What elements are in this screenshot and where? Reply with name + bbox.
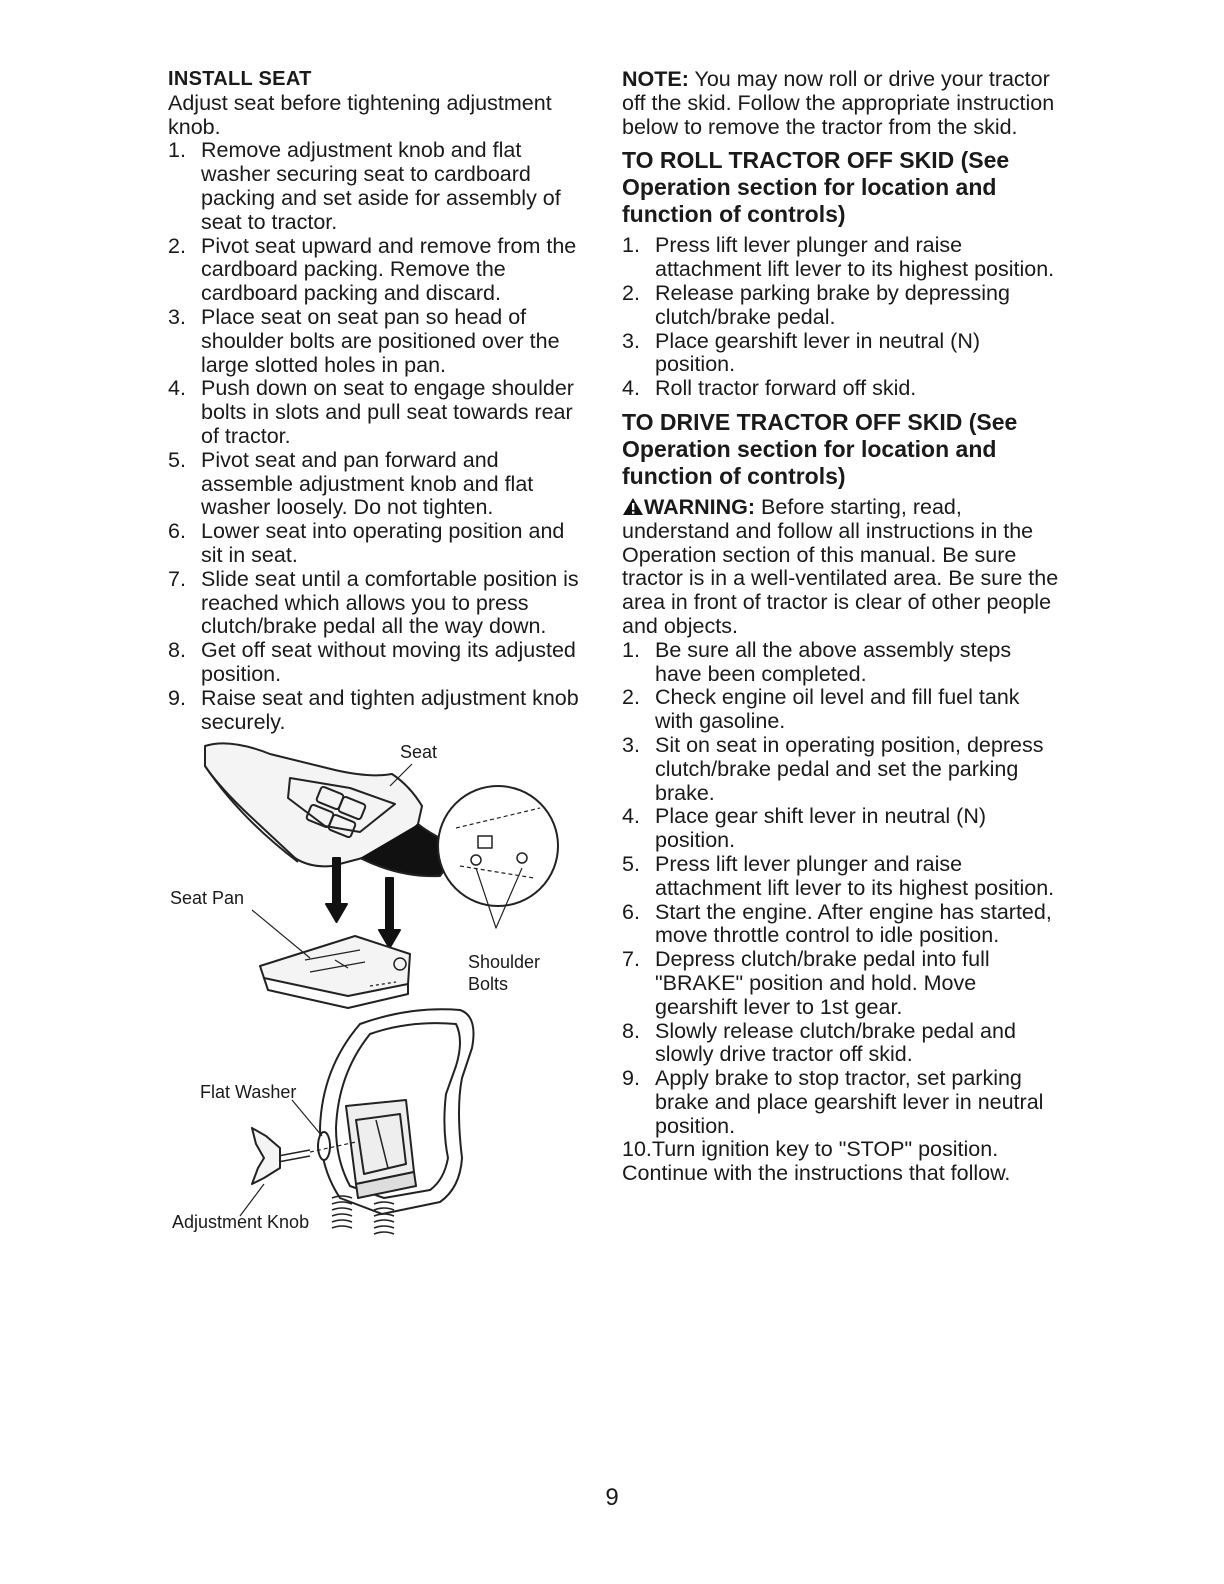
warning-text: Before starting, read, understand and follow all instructions in the Operation section of this manual. Be sure tractor is in a well-ventilated area. Be sure the area in front of tractor is clear of other people and objects.	[622, 494, 1059, 638]
step-text: Slowly release clutch/brake pedal and slowly drive tractor off skid.	[655, 1018, 1016, 1067]
step-10: 10.Turn ignition key to "STOP" position.	[622, 1137, 999, 1162]
seat-assembly-drawing	[160, 728, 580, 1248]
step-text: Raise seat and tighten adjustment knob securely.	[201, 685, 579, 734]
list-item	[168, 449, 588, 520]
right-column	[622, 68, 1062, 1186]
step-number: 3.	[622, 328, 640, 353]
step-text: Depress clutch/brake pedal into full "BRAKE" position and hold. Move gearshift lever to 1st gear.	[655, 947, 990, 1019]
step-text: Release parking brake by depressing clutch/brake pedal.	[655, 280, 1010, 329]
step-text: Get off seat without moving its adjusted position.	[201, 638, 576, 686]
list-item	[168, 377, 588, 448]
step-text: Slide seat until a comfortable position is reached which allows you to press clutch/brake pedal all the way down.	[201, 566, 579, 639]
closing-text: Continue with the instructions that follow.	[622, 1161, 1011, 1186]
roll-tractor-heading: TO ROLL TRACTOR OFF SKID (See Operation section for location and function of controls)	[622, 147, 1010, 228]
list-item	[622, 234, 1062, 282]
list-item	[622, 1067, 1062, 1138]
warning-triangle-icon	[622, 497, 644, 516]
step-text: Start the engine. After engine has started, move throttle control to idle position.	[655, 899, 1052, 948]
step-text: Sit on seat in operating position, depress clutch/brake pedal and set the parking brake.	[655, 732, 1044, 805]
list-item	[168, 568, 588, 639]
step-text: Press lift lever plunger and raise attachment lift lever to its highest position.	[655, 233, 1055, 282]
list-item	[168, 520, 588, 568]
warning-paragraph	[622, 496, 1062, 639]
install-seat-intro: Adjust seat before tightening adjustment knob.	[168, 90, 552, 139]
label-seat-pan: Seat Pan	[170, 888, 245, 908]
label-shoulder-2: Bolts	[468, 974, 509, 994]
step-number: 7.	[622, 947, 640, 972]
step-text: Roll tractor forward off skid.	[655, 376, 917, 401]
list-item	[622, 686, 1062, 734]
step-number: 2.	[168, 233, 186, 258]
step-text: Apply brake to stop tractor, set parking brake and place gearshift lever in neutral position.	[655, 1066, 1044, 1138]
step-number: 5.	[168, 447, 186, 472]
step-number: 1.	[622, 637, 640, 662]
step-number: 9.	[622, 1066, 640, 1091]
step-number: 4.	[622, 804, 640, 829]
list-item	[622, 948, 1062, 1019]
step-text: Place seat on seat pan so head of shoulder bolts are positioned over the large slotted holes in pan.	[201, 304, 560, 377]
roll-steps	[622, 234, 1062, 401]
step-text: Place gear shift lever in neutral (N) position.	[655, 804, 987, 853]
step-number: 1.	[622, 233, 640, 258]
step-number: 9.	[168, 685, 186, 710]
step-text: Push down on seat to engage shoulder bolts in slots and pull seat towards rear of tractor.	[201, 376, 574, 448]
step-number: 7.	[168, 566, 186, 591]
step-text: Lower seat into operating position and sit in seat.	[201, 519, 565, 567]
list-item	[168, 235, 588, 306]
left-column	[168, 68, 588, 734]
step-text: Pivot seat upward and remove from the cardboard packing. Remove the cardboard packing and discard.	[201, 233, 577, 306]
label-seat: Seat	[400, 742, 438, 762]
warning-label: WARNING:	[644, 494, 756, 519]
seat-pan-shape	[260, 936, 410, 1008]
list-item	[622, 330, 1062, 378]
step-text: Remove adjustment knob and flat washer securing seat to cardboard packing and set aside for assembly of seat to tractor.	[201, 138, 561, 234]
list-item	[622, 377, 1062, 401]
seat-side-view	[320, 1009, 474, 1234]
step-number: 4.	[622, 376, 640, 401]
seat-shape	[205, 743, 460, 876]
step-text: Place gearshift lever in neutral (N) position.	[655, 328, 981, 377]
note-paragraph	[622, 68, 1062, 139]
step-number: 2.	[622, 685, 640, 710]
list-item	[622, 901, 1062, 949]
list-item	[622, 734, 1062, 805]
shoulder-bolt-detail-circle	[438, 786, 558, 906]
step-number: 8.	[622, 1018, 640, 1043]
note-label: NOTE:	[622, 67, 689, 91]
list-item	[168, 139, 588, 234]
step-text: Pivot seat and pan forward and assemble adjustment knob and flat washer loosely. Do not tighten.	[201, 447, 534, 520]
step-number: 2.	[622, 280, 640, 305]
step-number: 3.	[168, 304, 186, 329]
list-item	[168, 306, 588, 377]
list-item	[168, 639, 588, 687]
label-shoulder-1: Shoulder	[468, 952, 541, 972]
drive-steps	[622, 639, 1062, 1139]
step-number: 8.	[168, 638, 186, 663]
step-number: 4.	[168, 376, 186, 401]
step-number: 3.	[622, 732, 640, 757]
step-number: 1.	[168, 138, 186, 163]
install-seat-steps	[168, 139, 588, 734]
step-text: Press lift lever plunger and raise attachment lift lever to its highest position.	[655, 851, 1055, 900]
step-number: 5.	[622, 851, 640, 876]
step-number: 6.	[168, 519, 186, 544]
step-text: Be sure all the above assembly steps have been completed.	[655, 637, 1012, 686]
list-item	[622, 853, 1062, 901]
list-item	[622, 639, 1062, 687]
list-item	[622, 1020, 1062, 1068]
label-adjustment-knob: Adjustment Knob	[172, 1212, 310, 1232]
list-item	[622, 282, 1062, 330]
down-arrows	[326, 858, 400, 948]
seat-assembly-figure	[160, 728, 580, 1248]
label-flat-washer: Flat Washer	[200, 1082, 297, 1102]
step-number: 6.	[622, 899, 640, 924]
note-text: You may now roll or drive your tractor off the skid. Follow the appropriate instruction below to remove the tractor from the skid.	[622, 67, 1055, 139]
list-item	[622, 805, 1062, 853]
step-text: Check engine oil level and fill fuel tank with gasoline.	[655, 685, 1020, 734]
drive-tractor-heading: TO DRIVE TRACTOR OFF SKID (See Operation section for location and function of controls)	[622, 408, 1018, 489]
page-number: 9	[605, 1484, 619, 1511]
install-seat-heading: INSTALL SEAT	[168, 68, 312, 90]
